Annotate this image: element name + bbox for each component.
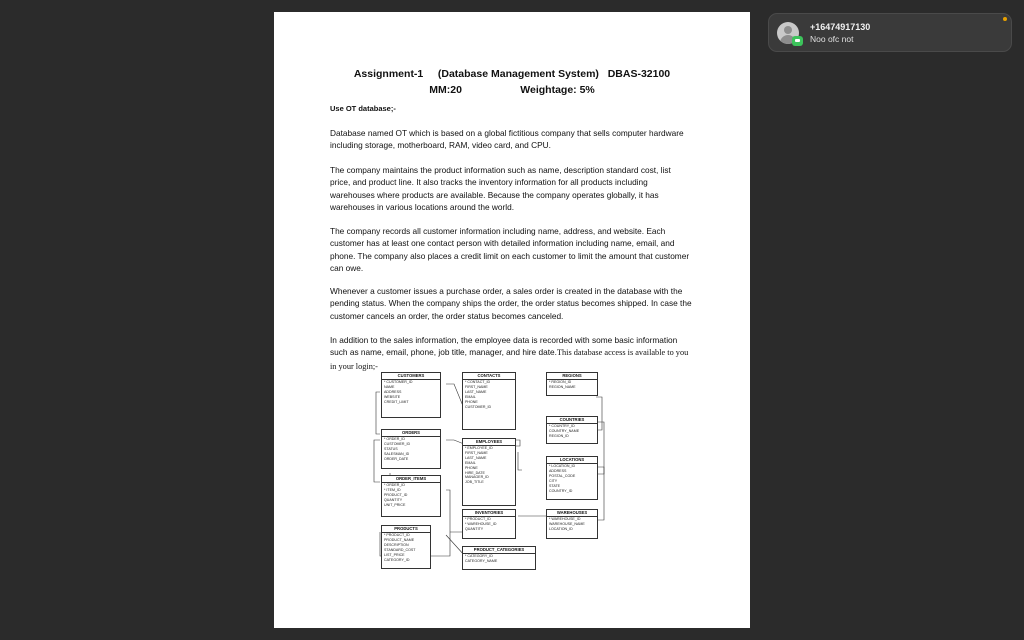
erd-table-field: FIRST_NAME	[465, 384, 488, 389]
erd-table-field: ADDRESS	[384, 389, 402, 394]
erd-table-products	[381, 525, 431, 569]
erd-table-field: COUNTRY_ID	[549, 488, 573, 493]
assignment-label: Assignment-1	[353, 68, 424, 80]
paragraph-5-text: In addition to the sales information, the employee data is recorded with some basic information such as name, email, phone, job title, manager, and hire date.	[330, 335, 678, 358]
erd-table-field: * LOCATION_ID	[549, 464, 576, 468]
erd-table-title: LOCATIONS	[547, 457, 597, 464]
erd-table-warehouses	[546, 509, 598, 539]
erd-table-field: NAME	[384, 384, 395, 389]
erd-table-field: CUSTOMER_ID	[465, 404, 492, 409]
erd-table-employees	[462, 438, 516, 506]
erd-table-field: LAST_NAME	[465, 455, 487, 460]
erd-table-field: * PRODUCT_ID	[465, 517, 491, 521]
erd-table-field: PRODUCT_NAME	[384, 537, 415, 542]
erd-table-contacts	[462, 372, 516, 430]
erd-table-field: QUANTITY	[384, 497, 403, 502]
erd-table-field: * REGION_ID	[549, 380, 572, 384]
erd-table-regions	[546, 372, 598, 396]
erd-table-field: JOB_TITLE	[465, 480, 484, 485]
intro-line: Use OT database;-	[330, 104, 396, 113]
erd-table-title: COUNTRIES	[547, 417, 597, 424]
erd-table-field: LOCATION_ID	[549, 526, 573, 531]
erd-table-field: QUANTITY	[465, 526, 484, 531]
erd-table-field: * WAREHOUSE_ID	[465, 521, 497, 526]
erd-table-field: CITY	[549, 478, 558, 483]
erd-table-title: ORDER_ITEMS	[382, 476, 440, 483]
erd-table-field: REGION_NAME	[549, 384, 576, 389]
course-code: DBAS-32100	[607, 68, 671, 80]
erd-table-product-categories	[462, 546, 536, 570]
erd-table-field: PHONE	[465, 399, 478, 404]
erd-table-field: * CONTACT_ID	[465, 380, 491, 384]
erd-table-field: MANAGER_ID	[465, 475, 489, 480]
erd-table-field: EMAIL	[465, 394, 476, 399]
erd-table-field: WEBSITE	[384, 394, 401, 399]
paragraph-5	[330, 334, 692, 373]
erd-table-field: * CUSTOMER_ID	[384, 380, 413, 384]
erd-table-title: WAREHOUSES	[547, 510, 597, 517]
erd-table-field: CREDIT_LIMIT	[384, 399, 409, 404]
erd-table-field: * EMPLOYEE_ID	[465, 446, 493, 450]
erd-table-field: CUSTOMER_ID	[384, 441, 411, 446]
erd-table-order-items	[381, 475, 441, 517]
notification-message: Noo ofc not	[810, 34, 854, 44]
notification-sender: +16474917130	[810, 22, 871, 32]
erd-table-customers	[381, 372, 441, 418]
erd-table-field: EMAIL	[465, 460, 476, 465]
paragraph-1: Database named OT which is based on a global fictitious company that sells computer hardware including storage, motherboard, RAM, video card, and CPU.	[330, 128, 684, 151]
paragraph-3: The company records all customer information including name, address, and website. Each customer has at least one contact person with detailed information including name, email, and phone. The company also places a credit limit on each customer to limit the amount that customer can owe.	[330, 226, 690, 273]
erd-table-orders	[381, 429, 441, 469]
messages-app-badge-icon	[792, 36, 803, 46]
erd-table-title: PRODUCT_CATEGORIES	[463, 547, 535, 554]
erd-table-field: DESCRIPTION	[384, 542, 409, 547]
erd-table-field: CATEGORY_ID	[384, 557, 410, 562]
erd-table-field: STANDARD_COST	[384, 547, 416, 552]
erd-table-inventories	[462, 509, 516, 539]
document-page	[274, 12, 750, 628]
erd-table-title: EMPLOYEES	[463, 439, 515, 446]
erd-table-field: * COUNTRY_ID	[549, 424, 575, 428]
document-title-line-2	[274, 84, 750, 96]
paragraph-4: Whenever a customer issues a purchase order, a sales order is created in the database with the pending status. When the company ships the order, the order status becomes shipped. In case the customer cancels an order, the order status becomes canceled.	[330, 286, 692, 321]
erd-table-field: COUNTRY_NAME	[549, 428, 580, 433]
document-title-line-1	[274, 68, 750, 80]
erd-table-title: INVENTORIES	[463, 510, 515, 517]
erd-table-title: CUSTOMERS	[382, 373, 440, 380]
erd-table-title: REGIONS	[547, 373, 597, 380]
paragraph-2: The company maintains the product information such as name, description standard cost, list price, and product line. It also tracks the inventory information for all products including warehouses where products are available. Because the company operates globally, it has warehouses in various locations around the world.	[330, 165, 671, 212]
erd-table-field: * WAREHOUSE_ID	[549, 517, 581, 521]
erd-table-field: PRODUCT_ID	[384, 492, 408, 497]
erd-table-field: SALESMAN_ID	[384, 451, 410, 456]
erd-table-locations	[546, 456, 598, 500]
erd-table-field: * ORDER_ID	[384, 437, 405, 441]
erd-table-field: ADDRESS	[549, 468, 567, 473]
message-notification[interactable]	[768, 13, 1012, 52]
unread-dot-icon	[1003, 17, 1007, 21]
max-marks: MM:20	[429, 84, 462, 96]
erd-table-field: * ITEM_ID	[384, 487, 401, 492]
erd-table-field: WAREHOUSE_NAME	[549, 521, 585, 526]
erd-table-field: * PRODUCT_ID	[384, 533, 410, 537]
course-name: (Database Management System)	[437, 68, 599, 80]
erd-table-field: STATUS	[384, 446, 398, 451]
erd-table-field: LAST_NAME	[465, 389, 487, 394]
erd-table-field: HIRE_DATE	[465, 470, 485, 475]
erd-table-field: ORDER_DATE	[384, 456, 409, 461]
erd-table-title: PRODUCTS	[382, 526, 430, 533]
erd-table-field: * ORDER_ID	[384, 483, 405, 487]
erd-table-field: * CATEGORY_ID	[465, 554, 493, 558]
erd-table-field: POSTAL_CODE	[549, 473, 576, 478]
erd-table-field: FIRST_NAME	[465, 450, 488, 455]
erd-table-field: CATEGORY_NAME	[465, 558, 498, 563]
erd-table-field: STATE	[549, 483, 561, 488]
erd-table-title: ORDERS	[382, 430, 440, 437]
paragraph-5-tail: This database access is available to you in your login;-	[330, 348, 689, 371]
weightage: Weightage: 5%	[520, 84, 595, 96]
erd-table-field: PHONE	[465, 465, 478, 470]
erd-table-countries	[546, 416, 598, 444]
erd-table-field: REGION_ID	[549, 433, 569, 438]
erd-table-title: CONTACTS	[463, 373, 515, 380]
erd-table-field: UNIT_PRICE	[384, 502, 406, 507]
erd-table-field: LIST_PRICE	[384, 552, 405, 557]
